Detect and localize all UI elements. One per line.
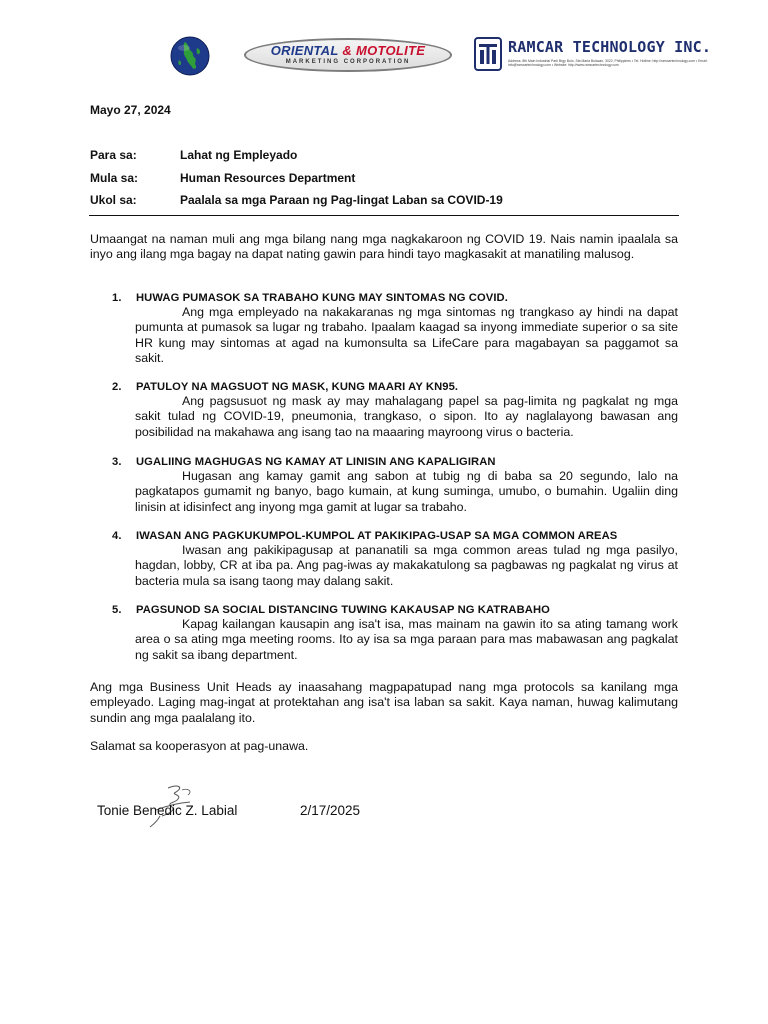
to-label: Para sa: — [90, 148, 137, 162]
item-3-title — [112, 456, 496, 468]
item-1-heading: HUWAG PUMASOK SA TRABAHO KUNG MAY SINTOMAS NG COVID. — [136, 292, 508, 304]
item-5-heading: PAGSUNOD SA SOCIAL DISTANCING TUWING KAKAUSAP NG KATRABAHO — [136, 604, 550, 616]
item-4-text: Iwasan ang pakikipagusap at pananatili sa mga common areas tulad ng mga pasilyo, hagdan, lobby, CR at iba pa. Ang pag-iwas ay makakatulong sa pagbawas ng pagkalat ng virus at bacteria mula sa isang taong may dalang sakit. — [135, 543, 678, 588]
item-3-heading: UGALIING MAGHUGAS NG KAMAY AT LINISIN ANG KAPALIGIRAN — [136, 456, 496, 468]
subject-label: Ukol sa: — [90, 193, 137, 207]
item-5-number: 5. — [112, 604, 122, 616]
intro-paragraph: Umaangat na naman muli ang mga bilang nang mga nagkakaroon ng COVID 19. Nais namin ipaalala sa inyo ang ilang mga bagay na dapat nating gawin para hindi tayo magkasakit at manatiling malusog. — [90, 232, 678, 262]
from-value: Human Resources Department — [180, 171, 356, 185]
item-2-title — [112, 381, 458, 393]
item-2-number: 2. — [112, 381, 122, 393]
item-3-number: 3. — [112, 456, 122, 468]
oriental-motolite-logo — [244, 38, 452, 72]
thanks-line: Salamat sa kooperasyon at pag-unawa. — [90, 739, 309, 753]
item-1-number: 1. — [112, 292, 122, 304]
memo-date: Mayo 27, 2024 — [90, 103, 171, 117]
item-1-title — [112, 292, 508, 304]
letterhead — [160, 32, 720, 82]
item-5-text: Kapag kailangan kausapin ang isa't isa, mas mainam na gawin ito sa ating tamang work area o sa ating mga meeting rooms. Ito ay isa sa mga paraan para mas mabawasan ang pagkalat ng sakit sa ibang department. — [135, 617, 678, 662]
item-1-text: Ang mga empleyado na nakakaranas ng mga sintomas ng trangkaso ay hindi na dapat pumunta at pumasok sa lugar ng trabaho. Ipaalam kaagad sa inyong immediate superior o sa site HR kung may sintomas at agad na kumonsulta sa LifeCare para magabayan sa paggamot sa sakit. — [135, 305, 678, 366]
philippines-globe-logo — [170, 36, 210, 76]
logo-text-ampersand: & — [342, 43, 353, 58]
to-value: Lahat ng Empleyado — [180, 148, 298, 162]
closing-paragraph: Ang mga Business Unit Heads ay inaasahang magpapatupad nang mga protocols sa kanilang mga empleyado. Laging mag-ingat at protektahan ang isa't isa laban sa sakit. Kaya naman, huwag kalimutang sundin ang mga paalalang ito. — [90, 680, 678, 725]
item-2-heading: PATULOY NA MAGSUOT NG MASK, KUNG MAARI AY KN95. — [136, 381, 459, 393]
item-4-title — [112, 530, 617, 542]
header-divider — [89, 215, 679, 216]
from-label: Mula sa: — [90, 171, 139, 185]
item-5-title — [112, 604, 550, 616]
item-2-text: Ang pagsusuot ng mask ay may mahalagang papel sa pag-limita ng pagkalat ng mga sakit tulad ng COVID-19, pneumonia, trangkaso, o sipon. Ito ay naglalayong bawasan ang posibilidad na makahawa ang isang tao na maaaring mayroong virus o bacteria. — [135, 394, 678, 439]
subject-value: Paalala sa mga Paraan ng Pag-Iingat Laban sa COVID-19 — [180, 193, 503, 207]
logo-text-oriental: ORIENTAL — [270, 43, 339, 58]
ramcar-company-name: RAMCAR TECHNOLOGY INC. — [508, 38, 712, 56]
item-4-number: 4. — [112, 530, 122, 542]
item-3-text: Hugasan ang kamay gamit ang sabon at tubig ng di baba sa 20 segundo, lalo na pagkatapos gumamit ng banyo, bago kumain, at kung suminga, umubo, o bumahin. Ugaliin ding linisin at idisinfect ang inyong mga gamit at lugar sa trabaho. — [135, 469, 678, 514]
ramcar-address: Address: 8th Main Industrial Park Brgy Bolo, Sta Maria Bulacan, 3022, Philippines • Tel. Hotline: http://ramcartechnology.com • Email: info@ramcartechnology.com • Website: http://www.ramcartechnology.com — [508, 59, 708, 68]
signature-date: 2/17/2025 — [300, 803, 361, 818]
item-4-heading: IWASAN ANG PAGKUKUMPOL-KUMPOL AT PAKIKIPAG-USAP SA MGA COMMON AREAS — [136, 530, 618, 542]
signatory-name: Tonie Benedic Z. Labial — [97, 803, 238, 818]
logo-text-marketing-corporation: MARKETING CORPORATION — [285, 59, 411, 65]
ramcar-emblem-icon — [474, 37, 502, 71]
logo-text-motolite: MOTOLITE — [355, 43, 426, 58]
